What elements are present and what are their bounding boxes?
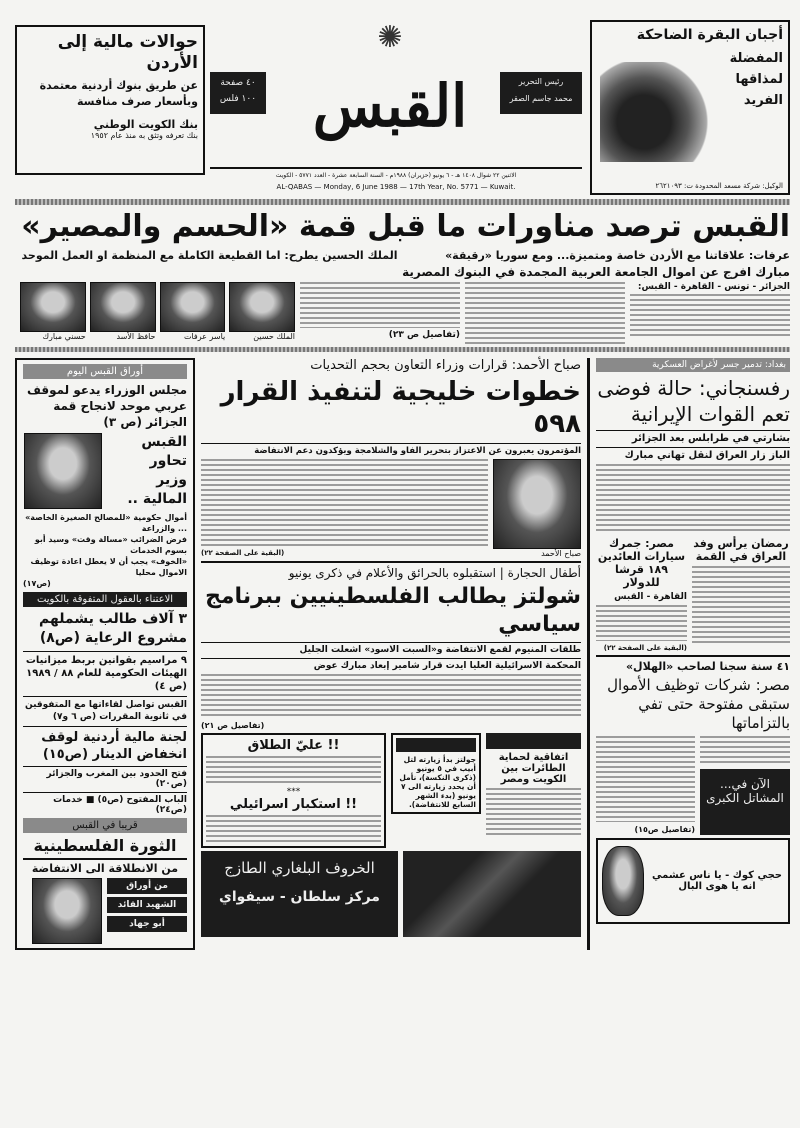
separator: *** bbox=[286, 787, 301, 797]
details-ref: (تفاصيل ص ٢٣) bbox=[388, 330, 460, 340]
interview-promo bbox=[107, 433, 187, 509]
divider-band bbox=[15, 199, 790, 205]
emblem-icon: ✺ bbox=[377, 20, 403, 55]
price: ١٠٠ فلس bbox=[219, 94, 257, 104]
ad-title: أجبان البقرة الضاحكة bbox=[636, 27, 783, 43]
tag: الشهيد القائد bbox=[107, 897, 187, 913]
left-ad-jordan-transfers bbox=[15, 25, 205, 175]
cabinet-headline: مجلس الوزراء يدعو لموقف عربي موحد لانجاح قمة الجزائر (ص ٣) bbox=[26, 383, 187, 429]
promo-line: تحاور bbox=[149, 453, 187, 469]
sabah-photo-block bbox=[493, 459, 581, 558]
ad-line: وبأسعار صرف منافسة bbox=[77, 95, 198, 108]
article-text bbox=[596, 464, 790, 534]
bullet-item: أموال حكومية «للمصالح الصغيرة الخاصة» ... والزراعة bbox=[25, 513, 187, 533]
photo-caption: الملك حسين bbox=[253, 332, 295, 341]
center-lower bbox=[201, 733, 581, 848]
lead-story bbox=[15, 282, 790, 344]
car-customs-story bbox=[596, 537, 687, 652]
bullet-headline: الباز زار العراق لنقل تهاني مبارك bbox=[596, 447, 790, 461]
box-text bbox=[206, 756, 381, 784]
article-text bbox=[630, 294, 790, 338]
divider bbox=[210, 167, 582, 169]
page-ref: (ص١٧) bbox=[23, 579, 51, 588]
ad-title: حوالات مالية إلى الأردن bbox=[57, 32, 198, 73]
details-ref: (تفاصيل ص١٥) bbox=[634, 825, 695, 834]
logo-text: القبس bbox=[312, 72, 468, 140]
photo-caption: ياسر عرفات bbox=[183, 332, 226, 341]
main-headline: القبس ترصد مناورات ما قبل قمة «الحسم والمصير» bbox=[21, 209, 790, 244]
excellence-headline: القبس تواصل لقاءاتها مع المتفوقين في ثانوية المقررات (ص ٦ و٧) bbox=[23, 696, 187, 723]
bullet-list bbox=[23, 512, 187, 589]
tag: أبو جهاد bbox=[107, 916, 187, 932]
ad-line: عن طريق بنوك أردنية معتمدة bbox=[39, 79, 198, 92]
box-title: استكبار اسرائيلي !! bbox=[229, 797, 358, 812]
date-line-arabic: الاثنين ٢٢ شوال ١٤٠٨ هـ - ٦ يونيو (حزيران) ١٩٨٨م - السنة السابعة عشرة - العدد ٥٧٧١ - الكويت bbox=[275, 172, 517, 179]
photo-arafat bbox=[160, 282, 226, 341]
hilal-headline: ٤١ سنة سجنا لصاحب «الهلال» bbox=[596, 655, 790, 673]
bullet-headline: المحكمة الاسرائيلية العليا ايدت قرار شامير إبعاد مبارك عوض bbox=[201, 658, 581, 671]
ad-title: الخروف البلغاري الطازج bbox=[224, 859, 375, 877]
nursery-ad: الآن في... المشاتل الكبرى bbox=[700, 769, 790, 835]
funds-side bbox=[700, 736, 790, 835]
main-content bbox=[15, 199, 790, 950]
article-text bbox=[700, 736, 790, 766]
revolution-headline: الثورة الفلسطينية bbox=[33, 836, 177, 855]
section-label: الاعتناء بالعقول المتفوقة بالكويت bbox=[23, 592, 187, 607]
photo-abu-jihad bbox=[32, 878, 102, 944]
article-text bbox=[596, 736, 695, 822]
right-column bbox=[596, 358, 790, 924]
sabah-kicker: صباح الأحمد: قرارات وزراء التعاون بحجم التحديات bbox=[310, 358, 581, 373]
promo-line: وزير bbox=[156, 472, 187, 488]
decrees-headline: ٩ مراسيم بقوانين بربط ميزانيات الهيئات الحكومية للعام ٨٨ / ١٩٨٩ (ص ٤) bbox=[23, 651, 187, 693]
center-column bbox=[201, 358, 581, 937]
shultz-headline: شولتز يطالب الفلسطينيين ببرنامج سياسي bbox=[205, 584, 581, 637]
bullet-item: فرض الضرائب «مسالة وقت» وسيد أبو بسوم الخدمات bbox=[34, 535, 187, 555]
editorial-box bbox=[201, 733, 386, 848]
photo-caption: حافظ الأسد bbox=[116, 332, 156, 341]
article-text bbox=[300, 282, 460, 328]
bullet-item: فتح الحدود بين المغرب والجزائر (ص٢٠) bbox=[23, 766, 187, 789]
lead-subhead: مبارك افرج عن اموال الجامعة العربية المجمدة في البنوك المصرية bbox=[402, 265, 790, 279]
photo-sabah bbox=[493, 459, 581, 549]
bank-name: بنك الكويت الوطني bbox=[93, 118, 198, 131]
interview-promo-row bbox=[23, 433, 187, 509]
editor-label: رئيس التحرير bbox=[518, 77, 564, 86]
continued-ref: (البقية على الصفحة ٢٢) bbox=[201, 549, 285, 557]
photo-caption: صباح الأحمد bbox=[541, 549, 581, 558]
sabah-text bbox=[201, 459, 488, 557]
article-text bbox=[201, 674, 581, 718]
aviation-story bbox=[486, 733, 581, 838]
lead-subheads bbox=[15, 249, 790, 262]
logo bbox=[290, 20, 490, 165]
investment-funds-headline: مصر: شركات توظيف الأموال ستبقى مفتوحة حتى تفي بالتزاماتها bbox=[607, 676, 790, 732]
photo-king-hussein bbox=[229, 282, 295, 341]
date-line-english: AL-QABAS — Monday, 6 June 1988 — 17th Year, No. 5771 — Kuwait. bbox=[276, 183, 516, 191]
right-sub-stories bbox=[596, 537, 790, 652]
bullet-headline: المؤتمرون يعبرون عن الاعتزاز بتحرير الفاو والشلامجة ويؤكدون دعم الانتفاضة bbox=[201, 443, 581, 456]
box-title: عليّ الطلاق !! bbox=[247, 738, 340, 753]
funds-story bbox=[596, 736, 790, 835]
aviation-headline: اتفاقية لحماية الطائرات بين الكويت ومصر bbox=[498, 752, 569, 785]
image-ad bbox=[403, 851, 581, 937]
divider-band bbox=[15, 347, 790, 352]
lead-column bbox=[300, 282, 460, 340]
promo-line: المالية .. bbox=[127, 491, 187, 507]
promo-line: القبس bbox=[141, 434, 187, 450]
box-banner bbox=[396, 738, 476, 752]
bullet-item: «الخوف» يجب أن لا يعطل اعادة توظيف الاموال محليا bbox=[30, 557, 187, 577]
ad-line: لمذاقها bbox=[735, 72, 783, 87]
photo-minister bbox=[24, 433, 102, 509]
abu-jihad-row bbox=[23, 878, 187, 944]
article-text bbox=[486, 788, 581, 838]
revolution-subhead: من الانطلاقة الى الانتفاضة bbox=[23, 858, 187, 875]
article-text bbox=[201, 459, 488, 547]
price-box bbox=[210, 72, 266, 114]
box-text bbox=[206, 815, 381, 843]
bullet-item: الباب المفتوح (ص٥) ■ خدمات (ص٢٤) bbox=[23, 792, 187, 815]
ad-text: مركز سلطان - سيفواي bbox=[219, 889, 380, 905]
section-label: أوراق القبس اليوم bbox=[23, 364, 187, 379]
right-ad-cheese bbox=[590, 20, 790, 195]
students-headline: ٣ آلاف طالب يشملهم مشروع الرعاية (ص٨) bbox=[39, 611, 187, 646]
sabah-story bbox=[201, 459, 581, 558]
section-label: قريبا في القبس bbox=[23, 818, 187, 833]
page-count: ٤٠ صفحة bbox=[220, 78, 256, 88]
center-ads bbox=[201, 851, 581, 937]
lead-subhead: الملك الحسين يطرح: اما القطيعة الكاملة مع المنظمة او العمل الموحد bbox=[21, 249, 398, 262]
gulf-steps-headline: خطوات خليجية لتنفيذ القرار ٥٩٨ bbox=[220, 377, 581, 439]
ramadan-headline: رمضان يرأس وفد العراق في القمة bbox=[693, 537, 789, 563]
bullet-headline: بشارتي في طرابلس بعد الجزائر bbox=[596, 430, 790, 444]
photo-caption: حسني مبارك bbox=[42, 332, 86, 341]
car-customs-headline: مصر: جمرك سيارات العائدين ١٨٩ قرشا للدولار bbox=[597, 537, 686, 589]
intifada-kicker: أطفال الحجارة | استقبلوه بالحرائق والأعلام في ذكرى يونيو bbox=[201, 561, 581, 580]
article-text bbox=[692, 566, 790, 646]
photo-mubarak bbox=[20, 282, 86, 341]
columns bbox=[15, 358, 790, 950]
dateline: القاهرة - القبس bbox=[614, 592, 687, 602]
article-text bbox=[465, 282, 625, 344]
dateline: الجزائر - تونس - القاهرة - القبس: bbox=[637, 282, 790, 292]
series-tags bbox=[107, 878, 187, 932]
bottom-right-ad bbox=[596, 838, 790, 924]
black-banner bbox=[486, 733, 581, 749]
rafsanjani-headline: رفسنجاني: حالة فوضى تعم القوات الإيرانية bbox=[597, 376, 790, 426]
details-ref: (تفاصيل ص ٢١) bbox=[201, 721, 265, 730]
editor-box bbox=[500, 72, 582, 114]
column-rule bbox=[587, 358, 590, 950]
tag: من أوراق bbox=[107, 878, 187, 894]
dinar-headline: لجنة مالية أردنية لوقف انخفاض الدينار (ص١٥) bbox=[23, 726, 187, 763]
lead-subhead: عرفات: علاقاتنا مع الأردن خاصة ومتميزة... ومع سوريا «رقيقة» bbox=[445, 249, 790, 262]
lamb-ad bbox=[201, 851, 398, 937]
funds-main bbox=[596, 736, 695, 834]
ad-line: المفضلة bbox=[729, 51, 783, 66]
section-label: بغداد: تدمير جسر لأغراض العسكرية bbox=[596, 358, 790, 372]
continued-ref: (البقية على الصفحة ٢٢) bbox=[603, 644, 687, 652]
shultz-note-box bbox=[391, 733, 481, 814]
bullet-headline: طلقات المنيوم لقمع الانتفاضة و«السبت الاسود» اشعلت الجليل bbox=[201, 642, 581, 655]
photo-strip bbox=[20, 282, 295, 341]
box-text: جولتز بدأ زيارته لتل أبيب في ٥ يونيو (ذكرى النكسة)، نأمل أن يحدد زيارته الى ٧ يونيو (بدء الشهر السابع للانتفاضة). bbox=[399, 755, 476, 809]
ad-footer: الوكيل: شركة مسعد المحدودة ت: ٢٦٢١٠٩٣ bbox=[655, 182, 783, 190]
editor-name: محمد جاسم الصقر bbox=[509, 94, 573, 103]
ad-portrait bbox=[602, 846, 644, 916]
ad-text: حجي كوك - يا ناس عشمي انه يا هوى البال bbox=[652, 870, 782, 892]
lead-column bbox=[630, 282, 790, 338]
ad-line: الفريد bbox=[743, 93, 783, 108]
ramadan-story bbox=[692, 537, 790, 646]
left-column bbox=[15, 358, 195, 950]
photo-assad bbox=[90, 282, 156, 341]
article-text bbox=[596, 605, 687, 641]
bank-tagline: بنك تعرفه وتثق به منذ عام ١٩٥٢ bbox=[90, 131, 198, 140]
